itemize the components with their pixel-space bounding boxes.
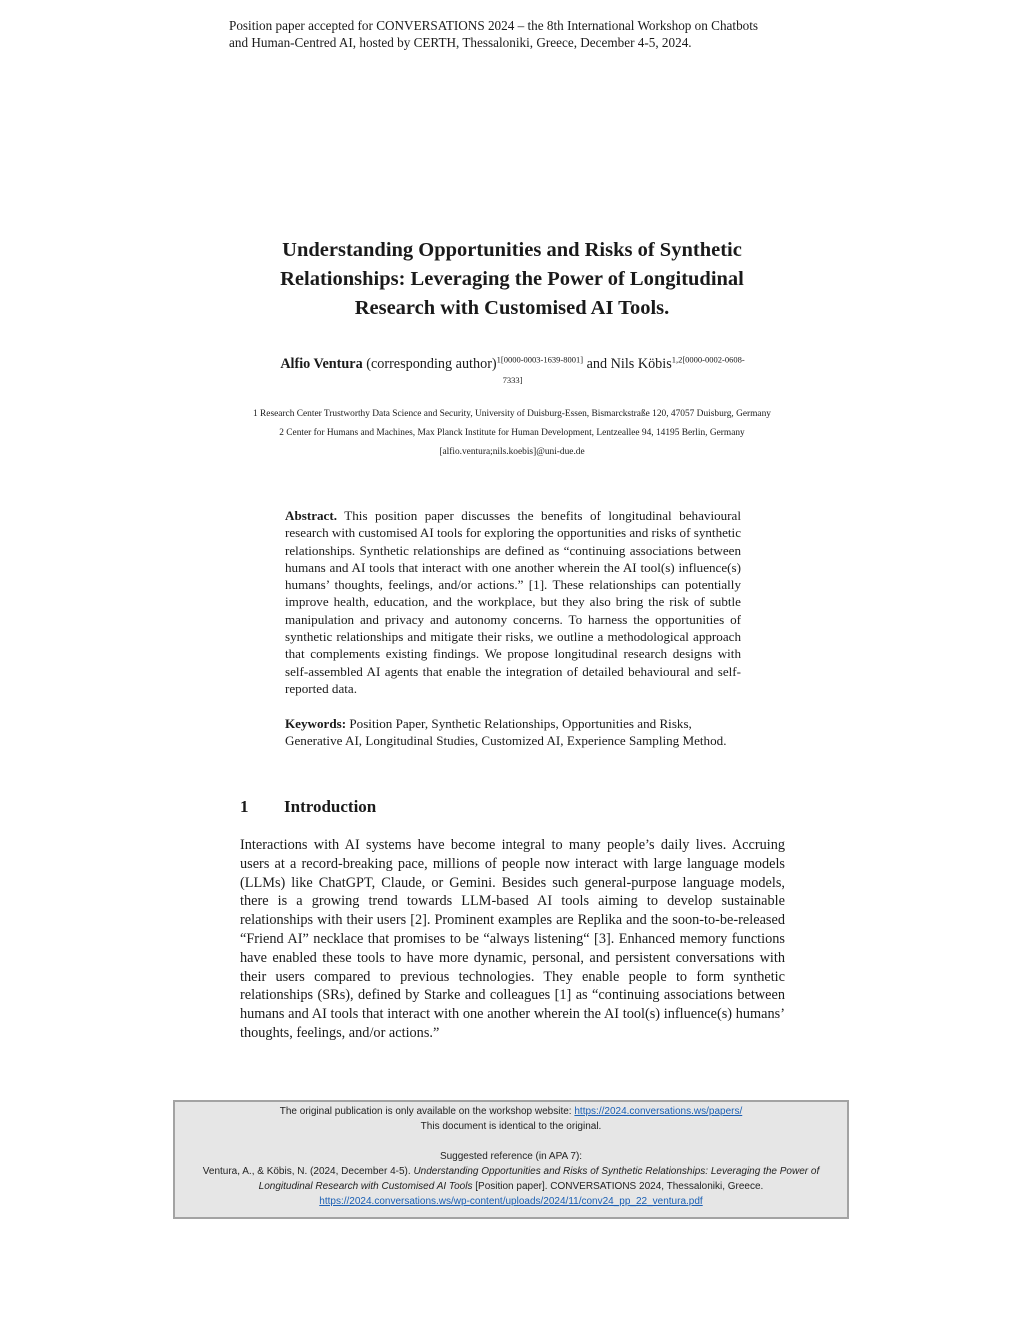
author-2-affiliation-orcid: 1,2[0000-0002-0608-: [671, 354, 745, 365]
identical-document-note: This document is identical to the original.: [420, 1121, 602, 1132]
keywords-text: Position Paper, Synthetic Relationships, Opportunities and Risks, Generative AI, Longitudinal Studies, Customized AI, Experience Sampling Method.: [285, 716, 727, 749]
introduction-paragraph: Interactions with AI systems have become integral to many people’s daily lives. Accruing users at a record-breaking pace, millions of people now interact with large language models (LLMs) like ChatGPT, Claude, or Gemini. Besides such general-purpose language models, there is a growing trend towards LLM-based AI tools aiming to develop sustainable relationships with their users [2]. Prominent examples are Replika and the soon-to-be-released “Friend AI” necklace that promises to be “always listening“ [3]. Enhanced memory functions have enabled these tools to have more dynamic, personal, and persistent conversations with their users compared to previous technologies. They enable people to form synthetic relationships (SRs), defined by Starke and colleagues [1] as “continuing associations between humans and AI tools that interact with one another wherein the AI tool(s) influence(s) humans’ thoughts, feelings, and/or actions.”: [240, 837, 785, 1041]
author-1-role: (corresponding author): [362, 356, 497, 372]
author-1-name: Alfio Ventura: [280, 356, 363, 372]
reference-notice-box: [173, 1100, 849, 1219]
keywords: [285, 715, 741, 750]
section-heading-introduction: [240, 797, 785, 817]
section-number: 1: [240, 797, 249, 816]
paper-pdf-link[interactable]: https://2024.conversations.ws/wp-content/uploads/2024/11/conv24_pp_22_ventura.pdf: [319, 1196, 703, 1207]
author-2-orcid-continued: 7333]: [502, 375, 523, 385]
header-note-line-2: and Human-Centred AI, hosted by CERTH, Thessaloniki, Greece, December 4-5, 2024.: [229, 35, 692, 50]
citation-title-part-2: Longitudinal Research with Customised AI Tools: [258, 1181, 473, 1192]
header-note-line-1: Position paper accepted for CONVERSATIONS 2024 – the 8th International Workshop on Chatbots: [229, 18, 759, 33]
title-line-3: Research with Customised AI Tools.: [354, 297, 670, 319]
affiliations: [230, 405, 794, 462]
abstract: [285, 507, 741, 697]
abstract-label: Abstract.: [285, 508, 337, 523]
citation-line-2: [175, 1179, 847, 1194]
keywords-label: Keywords:: [285, 716, 347, 731]
paper-title: [230, 236, 794, 323]
author-1-affiliation-orcid: 1[0000-0003-1639-8001]: [496, 354, 584, 365]
citation-line-1: [175, 1164, 847, 1179]
author-emails: [alfio.ventura;nils.koebis]@uni-due.de: [439, 447, 585, 457]
workshop-papers-link[interactable]: https://2024.conversations.ws/papers/: [574, 1106, 743, 1117]
title-line-2: Relationships: Leveraging the Power of Longitudinal: [280, 268, 744, 290]
abstract-text: This position paper discusses the benefits of longitudinal behavioural research with customised AI tools for exploring the opportunities and risks of synthetic relationships. Synthetic relationships are defined as “continuing associations between humans and AI tools that interact with one another wherein the AI tool(s) influence(s) humans’ thoughts, feelings, and/or actions.” [1]. These relationships can potentially improve health, education, and the workplace, but they also bring the risk of subtle manipulation and privacy and autonomy concerns. To harness the opportunities of synthetic relationships and mitigate their risks, we outline a methodological approach that complements existing findings. We propose longitudinal research designs with self-assembled AI agents that enable the integration of detailed behavioural and self-reported data.: [285, 508, 742, 696]
suggested-reference-label: Suggested reference (in APA 7):: [439, 1151, 583, 1162]
author-2-name: and Nils Köbis: [583, 356, 672, 372]
citation-suffix: [Position paper]. CONVERSATIONS 2024, Thessaloniki, Greece.: [472, 1181, 764, 1192]
author-list: [240, 354, 785, 386]
original-publication-line: [175, 1104, 847, 1119]
affiliation-1: 1 Research Center Trustworthy Data Science and Security, University of Duisburg-Essen, Bismarckstraße 120, 47057 Duisburg, Germany: [253, 409, 771, 419]
title-line-1: Understanding Opportunities and Risks of Synthetic: [282, 239, 742, 261]
affiliation-2: 2 Center for Humans and Machines, Max Planck Institute for Human Development, Lentzeallee 94, 14195 Berlin, Germany: [279, 428, 745, 438]
section-title: Introduction: [284, 797, 377, 816]
citation-authors: Ventura, A., & Köbis, N. (2024, December 4-5).: [202, 1166, 414, 1177]
citation-title-part-1: Understanding Opportunities and Risks of Synthetic Relationships: Leveraging the Power of: [413, 1166, 820, 1177]
conference-header-note: [229, 17, 829, 51]
original-publication-text: The original publication is only available on the workshop website:: [279, 1106, 575, 1117]
